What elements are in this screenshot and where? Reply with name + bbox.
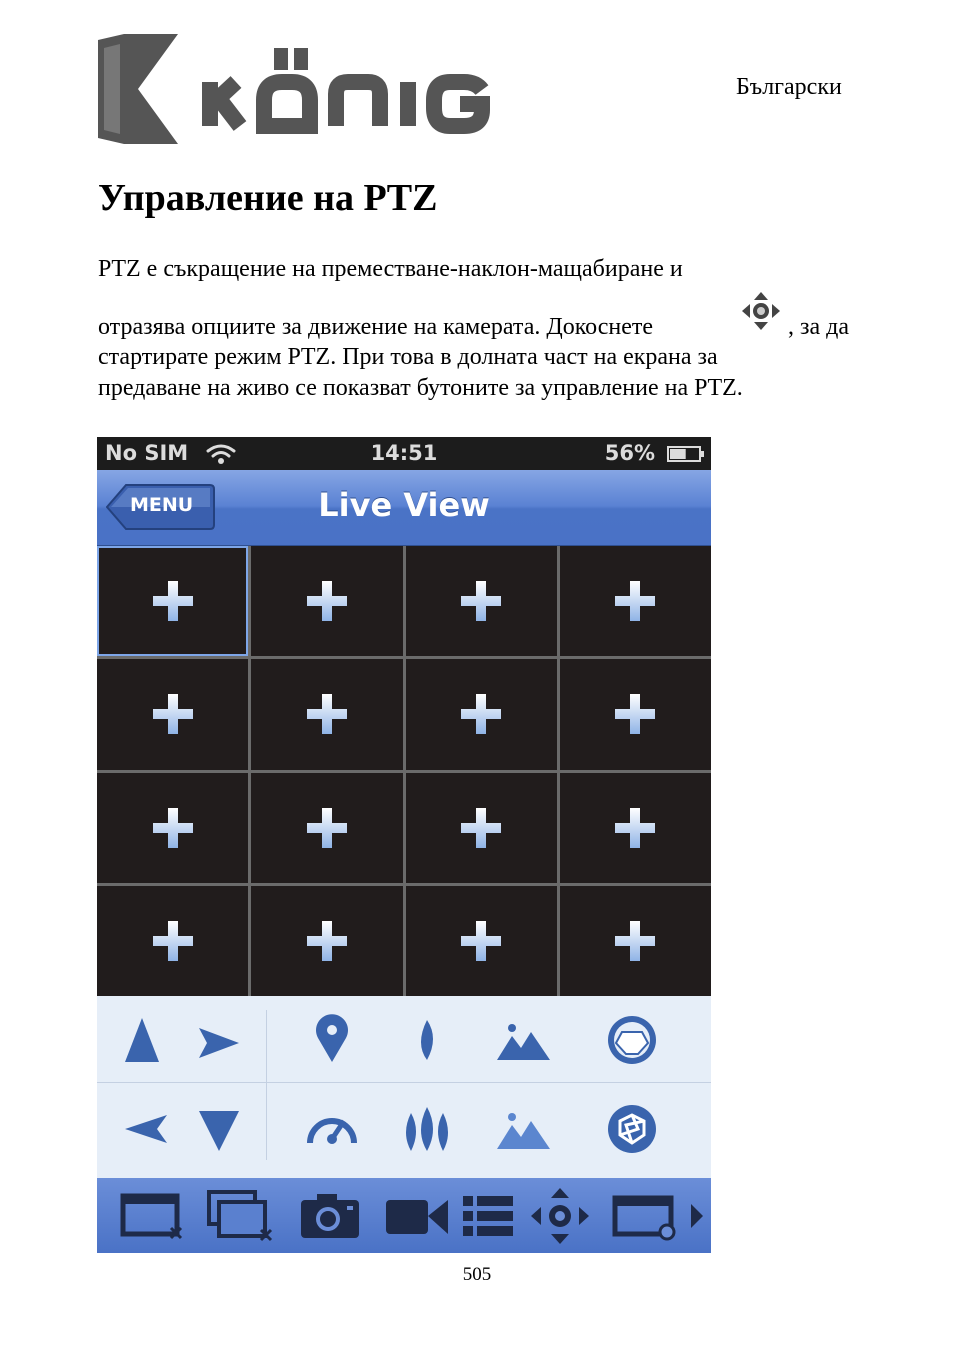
menu-button-label: MENU xyxy=(130,494,194,516)
nav-bar xyxy=(97,470,711,546)
battery-percent: 56% xyxy=(604,441,655,465)
add-camera-icon xyxy=(611,577,659,625)
focus-far-icon[interactable] xyxy=(397,1099,457,1159)
camera-slot[interactable] xyxy=(251,659,402,769)
arrow-down-icon[interactable] xyxy=(189,1099,249,1159)
iris-open-icon[interactable] xyxy=(602,1010,662,1070)
add-camera-icon xyxy=(303,804,351,852)
camera-slot[interactable] xyxy=(251,546,402,656)
camera-slot[interactable] xyxy=(97,773,248,883)
close-window-icon[interactable] xyxy=(117,1188,187,1244)
nav-title: Live View xyxy=(318,486,490,524)
add-camera-icon xyxy=(457,577,505,625)
record-icon[interactable] xyxy=(382,1188,452,1244)
camera-grid xyxy=(97,546,711,996)
more-arrow-icon[interactable] xyxy=(675,1188,711,1244)
camera-slot[interactable] xyxy=(560,886,711,996)
close-all-windows-icon[interactable] xyxy=(205,1188,275,1244)
paragraph-line: стартирате режим PTZ. При това в долната част на екрана за xyxy=(98,344,718,370)
camera-slot[interactable] xyxy=(97,659,248,769)
camera-slot[interactable] xyxy=(97,886,248,996)
arrow-up-icon[interactable] xyxy=(112,1010,172,1070)
ptz-move-icon xyxy=(740,290,782,332)
add-camera-icon xyxy=(457,917,505,965)
camera-slot[interactable] xyxy=(406,886,557,996)
add-camera-icon xyxy=(303,690,351,738)
add-camera-icon xyxy=(149,577,197,625)
playback-icon[interactable] xyxy=(609,1188,679,1244)
camera-slot[interactable] xyxy=(406,659,557,769)
camera-slot[interactable] xyxy=(560,659,711,769)
focus-near-icon[interactable] xyxy=(397,1010,457,1070)
camera-slot[interactable] xyxy=(406,773,557,883)
paragraph-line: предаване на живо се показват бутоните за управление на PTZ. xyxy=(98,375,743,401)
add-camera-icon xyxy=(149,804,197,852)
add-camera-icon xyxy=(457,690,505,738)
add-camera-icon xyxy=(611,804,659,852)
zoom-in-icon[interactable] xyxy=(494,1010,554,1070)
add-camera-icon xyxy=(611,690,659,738)
paragraph-line: , за да xyxy=(788,314,849,340)
ptz-icon[interactable] xyxy=(525,1188,595,1244)
clock-label: 14:51 xyxy=(370,441,438,465)
arrow-right-icon[interactable] xyxy=(187,1010,247,1070)
add-camera-icon xyxy=(457,804,505,852)
divider xyxy=(97,1082,711,1083)
camera-slot[interactable] xyxy=(406,546,557,656)
battery-icon xyxy=(667,446,705,462)
paragraph-line: отразява опциите за движение на камерата. Докоснете xyxy=(98,314,654,340)
zoom-out-icon[interactable] xyxy=(494,1099,554,1159)
language-label: Български xyxy=(736,74,842,100)
paragraph-line: PTZ е съкращение на преместване-наклон-мащабиране и xyxy=(98,256,683,282)
app-screenshot xyxy=(97,437,711,1253)
add-camera-icon xyxy=(303,917,351,965)
status-bar xyxy=(97,437,711,470)
add-camera-icon xyxy=(303,577,351,625)
add-camera-icon xyxy=(149,917,197,965)
preset-pin-icon[interactable] xyxy=(302,1010,362,1070)
section-title: Управление на PTZ xyxy=(98,177,438,219)
camera-slot[interactable] xyxy=(251,886,402,996)
iris-close-icon[interactable] xyxy=(602,1099,662,1159)
divider xyxy=(266,1010,267,1160)
camera-slot[interactable] xyxy=(97,546,248,656)
camera-slot[interactable] xyxy=(251,773,402,883)
konig-logo xyxy=(98,34,518,144)
snapshot-icon[interactable] xyxy=(295,1188,365,1244)
bottom-toolbar xyxy=(97,1178,711,1253)
arrow-left-icon[interactable] xyxy=(117,1099,177,1159)
ptz-control-panel xyxy=(97,996,711,1178)
speed-icon[interactable] xyxy=(302,1099,362,1159)
camera-slot[interactable] xyxy=(560,546,711,656)
page-number: 505 xyxy=(462,1264,492,1285)
add-camera-icon xyxy=(149,690,197,738)
camera-slot[interactable] xyxy=(560,773,711,883)
carrier-label: No SIM xyxy=(105,441,189,465)
add-camera-icon xyxy=(611,917,659,965)
layout-list-icon[interactable] xyxy=(455,1188,525,1244)
